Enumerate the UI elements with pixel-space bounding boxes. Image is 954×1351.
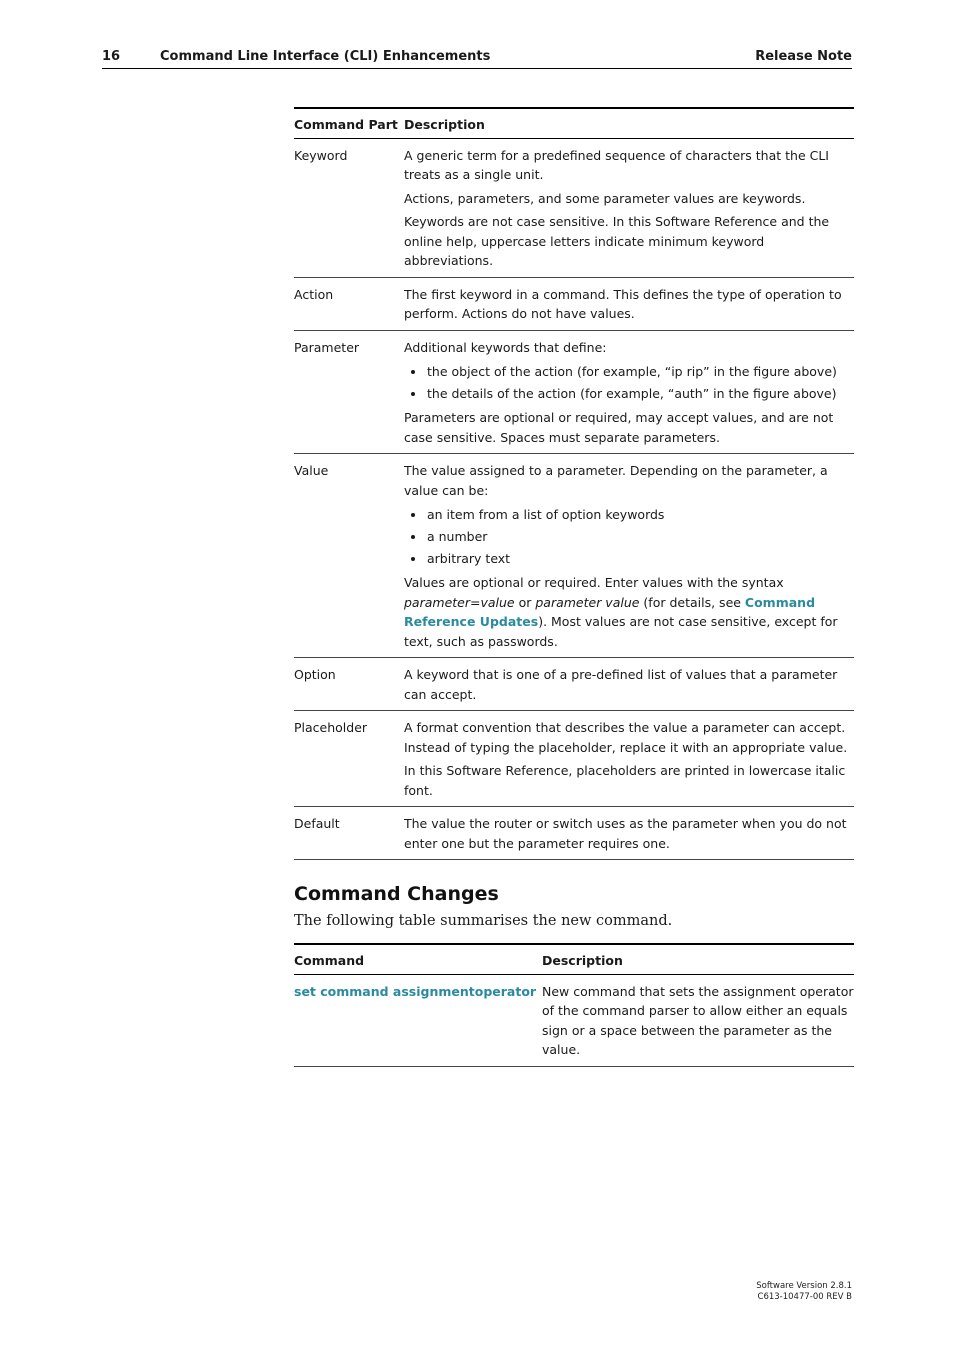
bullet-list <box>404 504 854 569</box>
column-header-command: Command <box>294 944 542 974</box>
command-description: New command that sets the assignment operator of the command parser to allow either an equals sign or a space between the parameter as the value. <box>542 974 854 1066</box>
part-name: Placeholder <box>294 711 404 807</box>
part-description <box>404 658 854 711</box>
description-paragraph <box>404 573 854 651</box>
part-name: Value <box>294 454 404 658</box>
text-run: or <box>514 594 536 610</box>
part-name: Keyword <box>294 138 404 277</box>
page-content <box>294 107 854 1067</box>
part-name: Action <box>294 277 404 330</box>
syntax-example: parameter=value <box>404 594 515 610</box>
chapter-title: Command Line Interface (CLI) Enhancements <box>160 49 491 64</box>
description-paragraph: Parameters are optional or required, may accept values, and are not case sensitive. Spaces must separate parameters. <box>404 410 834 445</box>
part-name: Option <box>294 658 404 711</box>
table-row <box>294 711 854 807</box>
part-description <box>404 277 854 330</box>
table-row <box>294 330 854 454</box>
page-number: 16 <box>102 49 121 64</box>
description-paragraph: The value the router or switch uses as the parameter when you do not enter one but the parameter requires one. <box>404 816 847 851</box>
table-row <box>294 974 854 1066</box>
syntax-example: parameter value <box>535 594 640 610</box>
command-parts-table <box>294 107 854 860</box>
description-paragraph: In this Software Reference, placeholders are printed in lowercase italic font. <box>404 763 846 798</box>
column-header-description: Description <box>404 108 854 138</box>
column-header-command-part: Command Part <box>294 108 404 138</box>
page-header <box>102 48 852 69</box>
table-row <box>294 658 854 711</box>
document-type: Release Note <box>755 49 852 64</box>
table-row <box>294 807 854 860</box>
command-link[interactable]: set command assignmentoperator <box>294 983 537 999</box>
list-item: a number <box>404 526 854 547</box>
part-name: Default <box>294 807 404 860</box>
part-description <box>404 454 854 658</box>
part-description <box>404 330 854 454</box>
command-changes-table <box>294 943 854 1067</box>
command-reference-updates-link[interactable]: Command Reference Updates <box>404 594 816 629</box>
text-run: Values are optional or required. Enter values with the syntax <box>404 575 784 590</box>
description-paragraph: A format convention that describes the value a parameter can accept. Instead of typing the placeholder, replace it with an appropriate value. <box>404 720 848 755</box>
section-intro: The following table summarises the new command. <box>294 913 673 929</box>
page-footer <box>756 1281 852 1303</box>
bullet-list <box>404 361 854 404</box>
description-paragraph: A generic term for a predefined sequence of characters that the CLI treats as a single unit. <box>404 147 829 182</box>
list-item: an item from a list of option keywords <box>404 504 854 525</box>
list-item: arbitrary text <box>404 548 854 569</box>
description-paragraph: The first keyword in a command. This defines the type of operation to perform. Actions do not have values. <box>404 286 842 321</box>
part-description <box>404 711 854 807</box>
description-paragraph: Actions, parameters, and some parameter values are keywords. <box>404 190 806 206</box>
column-header-description: Description <box>542 944 854 974</box>
table-row <box>294 138 854 277</box>
table-row <box>294 277 854 330</box>
list-item: the object of the action (for example, “ip rip” in the figure above) <box>404 361 854 382</box>
list-item: the details of the action (for example, “auth” in the figure above) <box>404 383 854 404</box>
description-paragraph: The value assigned to a parameter. Depending on the parameter, a value can be: <box>404 463 828 498</box>
section-heading: Command Changes <box>294 883 499 905</box>
table-header-row <box>294 108 854 138</box>
text-run: ). Most values are not case sensitive, except for text, such as passwords. <box>404 614 838 649</box>
part-description <box>404 807 854 860</box>
document-revision: C613-10477-00 REV B <box>757 1292 852 1302</box>
description-paragraph: Keywords are not case sensitive. In this Software Reference and the online help, uppercase letters indicate minimum keyword abbreviations. <box>404 214 830 268</box>
description-paragraph: A keyword that is one of a pre-defined list of values that a parameter can accept. <box>404 667 838 702</box>
command-cell <box>294 974 542 1066</box>
table-header-row <box>294 944 854 974</box>
part-name: Parameter <box>294 330 404 454</box>
part-description <box>404 138 854 277</box>
software-version: Software Version 2.8.1 <box>756 1281 852 1291</box>
text-run: (for details, see <box>639 594 745 610</box>
description-paragraph: Additional keywords that define: <box>404 339 607 355</box>
table-row <box>294 454 854 658</box>
